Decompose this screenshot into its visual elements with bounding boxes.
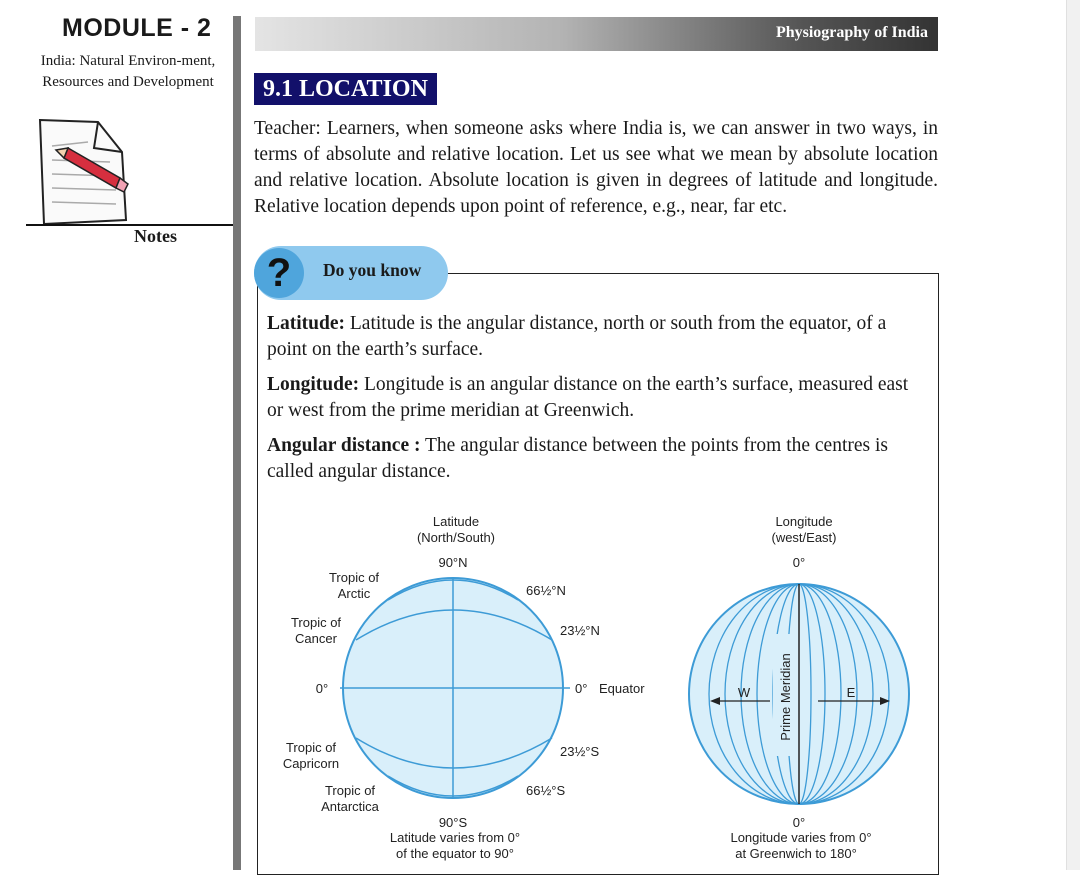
west-label: W (737, 685, 751, 700)
cancer-label-2: Cancer (295, 631, 337, 646)
longitude-bottom-degree: 0° (792, 815, 806, 830)
longitude-title: Longitude (775, 514, 833, 529)
definition-text: The angular distance between the points from the centres is called angular distance. (267, 435, 888, 482)
antarctica-label-1: Tropic of (324, 783, 376, 798)
definition-term: Angular distance : (267, 435, 421, 456)
definition-term: Longitude: (267, 374, 360, 395)
definition-latitude (267, 311, 925, 363)
section-heading: 9.1 LOCATION (254, 73, 437, 105)
notes-divider (26, 224, 234, 226)
equator-degree-right: 0° (575, 681, 588, 696)
longitude-caption-2: at Greenwich to 180° (735, 846, 857, 861)
do-you-know-label: Do you know (323, 260, 422, 280)
definition-text: Latitude is the angular distance, north or south from the equator, of a point on the earth’s surface. (267, 313, 887, 360)
notes-label: Notes (134, 226, 177, 246)
equator-label: Equator (599, 681, 645, 696)
lat-23s-label: 23½°S (560, 744, 600, 759)
latitude-diagram (270, 508, 670, 870)
margin-bar (233, 16, 241, 870)
lat-23n-label: 23½°N (560, 623, 600, 638)
question-mark-icon: ? (254, 248, 304, 298)
east-label: E (846, 685, 856, 700)
longitude-subtitle: (west/East) (771, 530, 837, 545)
longitude-caption-1: Longitude varies from 0° (730, 830, 872, 845)
notes-pencil-icon (24, 112, 136, 230)
antarctica-label-2: Antarctica (321, 799, 379, 814)
scroll-gutter[interactable] (1066, 0, 1080, 870)
intro-paragraph: Teacher: Learners, when someone asks where India is, we can answer in two ways, in terms of absolute and relative location. Let us see what we mean by absolute location and relative location. Absolute location is given in degrees of latitude and longitude. Relative location depends upon point of reference, e.g., near, far etc. (254, 118, 938, 217)
latitude-caption-1: Latitude varies from 0° (389, 830, 521, 845)
arctic-label-2: Arctic (337, 586, 371, 601)
arctic-label-1: Tropic of (328, 570, 380, 585)
latitude-subtitle: (North/South) (416, 530, 496, 545)
lat-66s-label: 66½°S (526, 783, 566, 798)
chapter-header-band (255, 17, 938, 51)
chapter-title: Physiography of India (775, 24, 928, 41)
longitude-diagram (680, 508, 930, 870)
prime-meridian-label: Prime Meridian (778, 653, 793, 741)
module-title: MODULE - 2 (62, 14, 212, 42)
definition-longitude (267, 372, 925, 424)
capricorn-label-2: Capricorn (282, 756, 340, 771)
latitude-title: Latitude (432, 514, 480, 529)
south-pole-label: 90°S (438, 815, 468, 830)
equator-degree-left: 0° (315, 681, 329, 696)
cancer-label-1: Tropic of (290, 615, 342, 630)
lat-66n-label: 66½°N (526, 583, 566, 598)
definition-angular-distance (267, 433, 925, 485)
definition-text: Longitude is an angular distance on the earth’s surface, measured east or west from the prime meridian at Greenwich. (267, 374, 909, 421)
latitude-caption-2: of the equator to 90° (396, 846, 514, 861)
longitude-top-degree: 0° (792, 555, 806, 570)
capricorn-label-1: Tropic of (285, 740, 337, 755)
north-pole-label: 90°N (438, 555, 468, 570)
definition-term: Latitude: (267, 313, 345, 334)
module-subtitle: India: Natural Environ-ment, Resources and Development (40, 53, 216, 90)
